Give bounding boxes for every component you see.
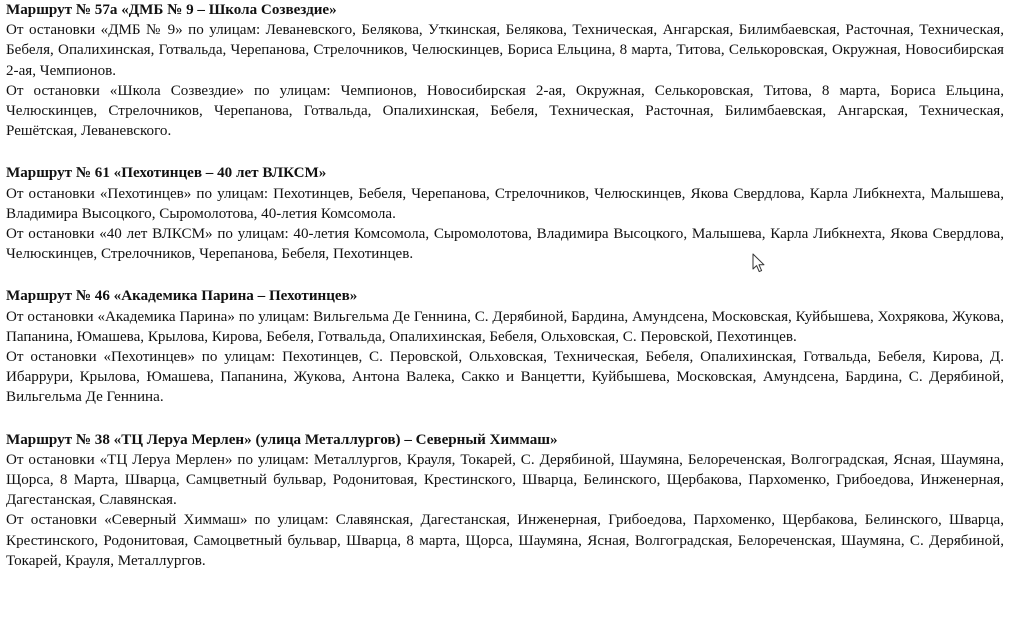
route-title: Маршрут № 46 «Академика Парина – Пехотинцев» xyxy=(6,288,358,305)
route-title: Маршрут № 57а «ДМБ № 9 – Школа Созвездие» xyxy=(6,2,337,18)
route-paragraph-forward: От остановки «Академика Парина» по улицам: Вильгельма Де Геннина, С. Дерябиной, Бардина, Амундсена, Московская, Куйбышева, Хохрякова, Жукова, Папанина, Юмашева, Крылова, Кирова, Бебеля, Готвальда, Опалихинская, Бебеля, Ольховская, С. Перовской, Пехотинцев. xyxy=(6,308,1004,345)
route-paragraph-return: От остановки «Северный Химмаш» по улицам: Славянская, Дагестанская, Инженерная, Грибоедова, Пархоменко, Щербакова, Белинского, Шварца, Крестинского, Родонитовая, Самоцветный бульвар, Шварца, 8 марта, Щорса, Шаумяна, Ясная, Волгоградская, Белореченская, Шаумяна, С. Дерябиной, Токарей, Крауля, Металлургов. xyxy=(6,512,1004,569)
route-paragraph-forward: От остановки «ДМБ № 9» по улицам: Леваневского, Белякова, Уткинская, Белякова, Техническая, Ангарская, Билимбаевская, Расточная, Техническая, Бебеля, Опалихинская, Готвальда, Черепанова, Стрелочников, Челюскинцев, Бориса Ельцина, 8 марта, Титова, Селькоровская, Окружная, Новосибирская 2-ая, Чемпионов. xyxy=(6,22,1004,79)
route-title: Маршрут № 38 «ТЦ Леруа Мерлен» (улица Металлургов) – Северный Химмаш» xyxy=(6,431,558,448)
mouse-pointer-icon xyxy=(752,253,766,273)
route-paragraph-forward: От остановки «ТЦ Леруа Мерлен» по улицам: Металлургов, Крауля, Токарей, С. Дерябиной, Шаумяна, Белореченская, Волгоградская, Ясная, Шаумяна, Щорса, 8 Марта, Шварца, Самцветный бульвар, Родонитовая, Крестинского, Шварца, Белинского, Щербакова, Пархоменко, Грибоедова, Инженерная, Дагестанская, Славянская. xyxy=(6,451,1004,509)
route-paragraph-return: От остановки «Школа Созвездие» по улицам: Чемпионов, Новосибирская 2-ая, Окружная, Селькоровская, Титова, 8 марта, Бориса Ельцина, Челюскинцев, Стрелочников, Черепанова, Готвальда, Опалихинская, Бебеля, Техническая, Расточная, Билимбаевская, Ангарская, Техническая, Решётская, Леваневского. xyxy=(6,82,1004,140)
route-paragraph-forward: От остановки «Пехотинцев» по улицам: Пехотинцев, Бебеля, Черепанова, Стрелочников, Челюскинцев, Якова Свердлова, Карла Либкнехта, Малышева, Владимира Высоцкого, Сыромолотова, 40-летия Комсомола. xyxy=(6,185,1004,222)
route-section-61 xyxy=(6,163,1004,264)
route-section-57a xyxy=(6,0,1004,141)
route-section-38 xyxy=(6,430,1004,571)
route-title: Маршрут № 61 «Пехотинцев – 40 лет ВЛКСМ» xyxy=(6,165,327,182)
route-paragraph-return: От остановки «40 лет ВЛКСМ» по улицам: 40-летия Комсомола, Сыромолотова, Владимира Высоцкого, Малышева, Карла Либкнехта, Якова Свердлова, Челюскинцев, Стрелочников, Черепанова, Бебеля, Пехотинцев. xyxy=(6,226,1004,263)
document-body xyxy=(6,0,1004,593)
route-section-46 xyxy=(6,286,1004,407)
route-paragraph-return: От остановки «Пехотинцев» по улицам: Пехотинцев, С. Перовской, Ольховская, Техническая, Бебеля, Опалихинская, Готвальда, Бебеля, Кирова, Д. Ибаррури, Крылова, Юмашева, Папанина, Жукова, Антона Валека, Сакко и Ванцетти, Куйбышева, Московская, Амундсена, Бардина, С. Дерябиной, Вильгельма Де Геннина. xyxy=(6,349,1004,406)
